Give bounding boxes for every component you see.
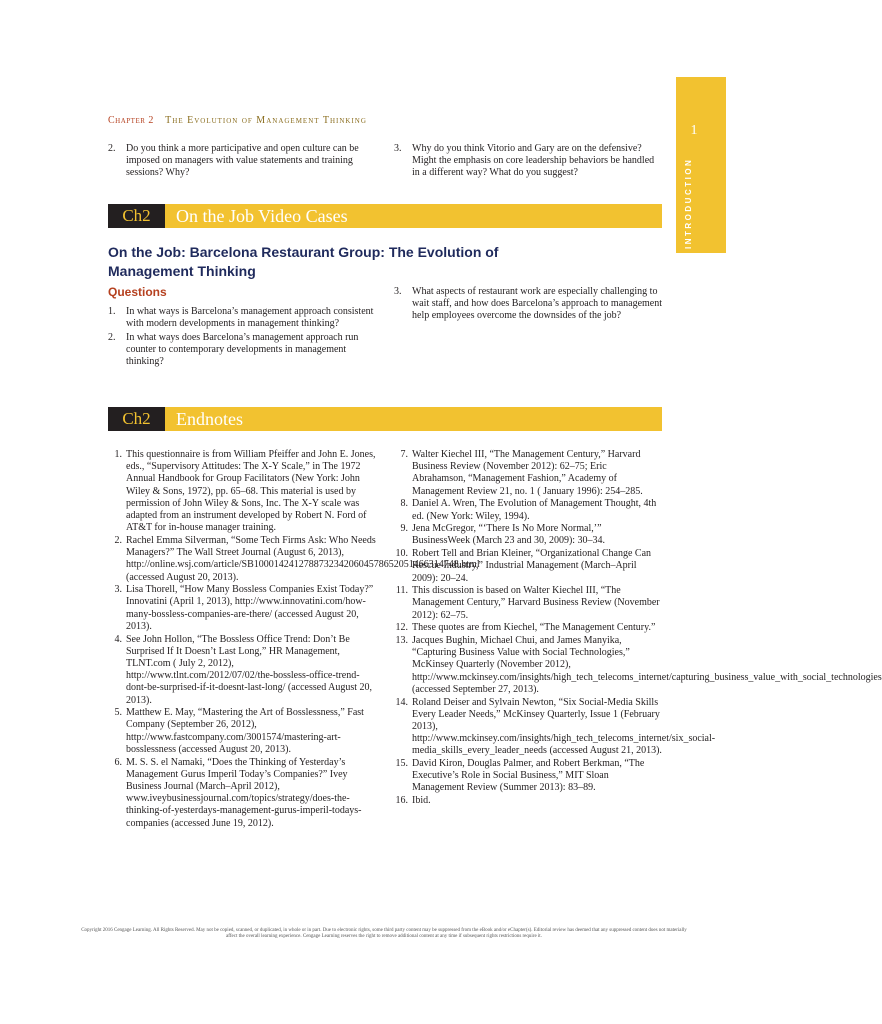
item-text: Do you think a more participative and open culture can be imposed on managers with value statements and training sessions? Why? (126, 143, 359, 178)
section-title: Endnotes (176, 409, 243, 429)
item-number: 12. (395, 622, 408, 634)
chapter-title: The Evolution of Management Thinking (165, 115, 367, 126)
endnote-item (394, 635, 882, 696)
item-text: Jacques Bughin, Michael Chui, and James Manyika, “Capturing Business Value with Social Technologies,” McKinsey Quarterly (November 2012), http://www.mckinsey.com/insights/high_tech_telecoms_internet/capturing_business_value_with_social_technologies (accessed September 27, 2013). (412, 635, 882, 695)
endnote-item (394, 585, 662, 622)
item-text: M. S. S. el Namaki, “Does the Thinking of Yesterday’s Management Gurus Imperil Today’s Companies?” Ivey Business Journal (March–April 2012), www.iveybusinessjournal.com/topics/strategy/does-the-thinking-of-yesterdays-management-gurus-imperil-todays-companies (accessed June 19, 2012). (126, 756, 362, 829)
part-number: 1 (690, 123, 698, 138)
item-number: 2. (114, 534, 122, 546)
endnotes-right-column (394, 449, 882, 808)
item-number: 7. (400, 449, 408, 460)
item-number: 3. (394, 143, 402, 154)
item-text: Rachel Emma Silverman, “Some Tech Firms Ask: Who Needs Managers?” The Wall Street Journal (August 6, 2013), http://online.wsj.com/article/SB10001424127887323420604578652051466314748.html (accessed August 20, 2013). (126, 534, 480, 583)
endnote-item (394, 498, 662, 522)
question-item (394, 286, 662, 322)
item-text: What aspects of restaurant work are especially challenging to wait staff, and how does Barcelona’s approach to management help employees overcome the downsides of the job? (412, 286, 663, 321)
endnote-item (394, 696, 716, 758)
top-questions-right (394, 143, 662, 181)
running-head (108, 115, 367, 126)
section-code: Ch2 (108, 204, 165, 228)
item-text: These quotes are from Kiechel, “The Management Century.” (412, 622, 656, 634)
question-item (108, 143, 376, 179)
item-number: 6. (114, 756, 122, 768)
item-text: Jena McGregor, “‘There Is No More Normal,’” BusinessWeek (March 23 and 30, 2009): 30–34. (412, 523, 606, 547)
item-number: 3. (114, 584, 122, 596)
endnote-item (108, 534, 480, 584)
endnotes-section-bar (108, 407, 662, 431)
item-text: Matthew E. May, “Mastering the Art of Bosslessness,” Fast Company (September 26, 2012), http://www.fastcompany.com/3001574/mastering-art-bosslessness (accessed August 20, 2013). (126, 707, 364, 755)
item-text: Roland Deiser and Sylvain Newton, “Six Social-Media Skills Every Leader Needs,” McKinsey Quarterly, Issue 1 (February 2013), http://www.mckinsey.com/insights/high_tech_telecoms_internet/six_social-media_skills_every_leader_needs (accessed August 21, 2013). (412, 696, 716, 757)
endnote-item (394, 449, 662, 498)
endnote-item (108, 449, 376, 534)
question-item (108, 332, 376, 368)
endnote-item (108, 707, 376, 756)
item-number: 2. (108, 332, 116, 343)
item-number: 1. (108, 306, 116, 317)
endnote-item (394, 622, 662, 634)
item-text: In what ways does Barcelona’s management approach run counter to contemporary developments in management thinking? (126, 332, 359, 367)
item-number: 4. (114, 633, 122, 645)
item-number: 1. (114, 449, 122, 460)
item-number: 8. (400, 498, 408, 510)
item-text: Daniel A. Wren, The Evolution of Management Thought, 4th ed. (New York: Wiley, 1994). (412, 498, 657, 522)
chapter-label: Chapter 2 (108, 115, 154, 126)
question-item (394, 143, 662, 179)
item-number: 5. (114, 707, 122, 719)
copyright-footer: Copyright 2016 Cengage Learning. All Rights Reserved. May not be copied, scanned, or duplicated, in whole or in part. Due to electronic rights, some third party content may be suppressed from the eBook and/or eChapter(s). Editorial review has deemed that any suppressed content does not materially affect the overall learning experience. Cengage Learning reserves the right to remove additional content at any time if subsequent rights restrictions require it. (81, 928, 687, 939)
endnote-item (108, 757, 376, 830)
endnote-item (394, 758, 662, 795)
endnote-item (108, 584, 376, 633)
video-questions-left (108, 306, 376, 370)
item-text: This discussion is based on Walter Kiechel III, “The Management Century,” Harvard Business Review (November 2012): 62–75. (412, 585, 660, 621)
item-number: 2. (108, 143, 116, 154)
item-number: 15. (395, 758, 408, 770)
video-cases-section-bar (108, 204, 662, 228)
video-questions-right (394, 286, 662, 324)
item-text: David Kiron, Douglas Palmer, and Robert Berkman, “The Executive’s Role in Social Business,” MIT Sloan Management Review (Summer 2013): 83–89. (412, 758, 645, 794)
item-text: This questionnaire is from William Pfeiffer and John E. Jones, eds., “Supervisory Attitudes: The X-Y Scale,” in The 1972 Annual Handbook for Group Facilitators (New York: John Wiley & Sons, 1972), pp. 65–68. This material is used by permission of John Wiley & Sons, Inc. The X-Y scale was adapted from an instrument developed by Robert N. Ford of AT&T for in-house manager training. (126, 449, 376, 534)
item-number: 3. (394, 286, 402, 297)
item-text: Ibid. (412, 795, 431, 807)
side-tab (676, 77, 726, 253)
item-text: In what ways is Barcelona’s management approach consistent with modern developments in management thinking? (126, 306, 374, 329)
item-text: Robert Tell and Brian Kleiner, “Organizational Change Can Rescue Industry,” Industrial Management (March–April 2009): 20–24. (412, 548, 652, 584)
endnote-item (108, 634, 376, 707)
item-text: See John Hollon, “The Bossless Office Trend: Don’t Be Surprised If It Doesn’t Last Long,” HR Management, TLNT.com ( July 2, 2012), http://www.tlnt.com/2012/07/02/the-bossless-office-trend-dont-be-surprised-if-it-doesnt-last-long/ (accessed August 20, 2013). (126, 633, 373, 706)
item-number: 9. (400, 523, 408, 535)
case-title: On the Job: Barcelona Restaurant Group: The Evolution of Management Thinking (108, 244, 499, 279)
endnote-item (394, 795, 662, 807)
item-number: 11. (395, 585, 408, 597)
section-title: On the Job Video Cases (176, 206, 348, 226)
questions-heading: Questions (108, 285, 167, 299)
item-text: Lisa Thorell, “How Many Bossless Companies Exist Today?” Innovatini (April 1, 2013), http://www.innovatini.com/how-many-bossless-companies-are-there/ (accessed August 20, 2013). (126, 584, 374, 632)
endnote-item (394, 523, 662, 547)
part-label: INTRODUCTION (684, 157, 693, 249)
top-questions-left (108, 143, 376, 181)
endnote-item (394, 548, 662, 585)
question-item (108, 306, 376, 330)
item-number: 14. (395, 696, 408, 708)
item-number: 16. (395, 795, 408, 807)
item-number: 10. (395, 548, 408, 560)
section-code: Ch2 (108, 407, 165, 431)
item-text: Why do you think Vitorio and Gary are on the defensive? Might the emphasis on core leadership behaviors be handled in a different way? What do you suggest? (412, 143, 655, 178)
item-text: Walter Kiechel III, “The Management Century,” Harvard Business Review (November 2012): 62–75; Eric Abrahamson, “Management Fashion,” Academy of Management Review 21, no. 1 ( January 1996): 254–285. (412, 449, 643, 497)
item-number: 13. (395, 635, 408, 647)
